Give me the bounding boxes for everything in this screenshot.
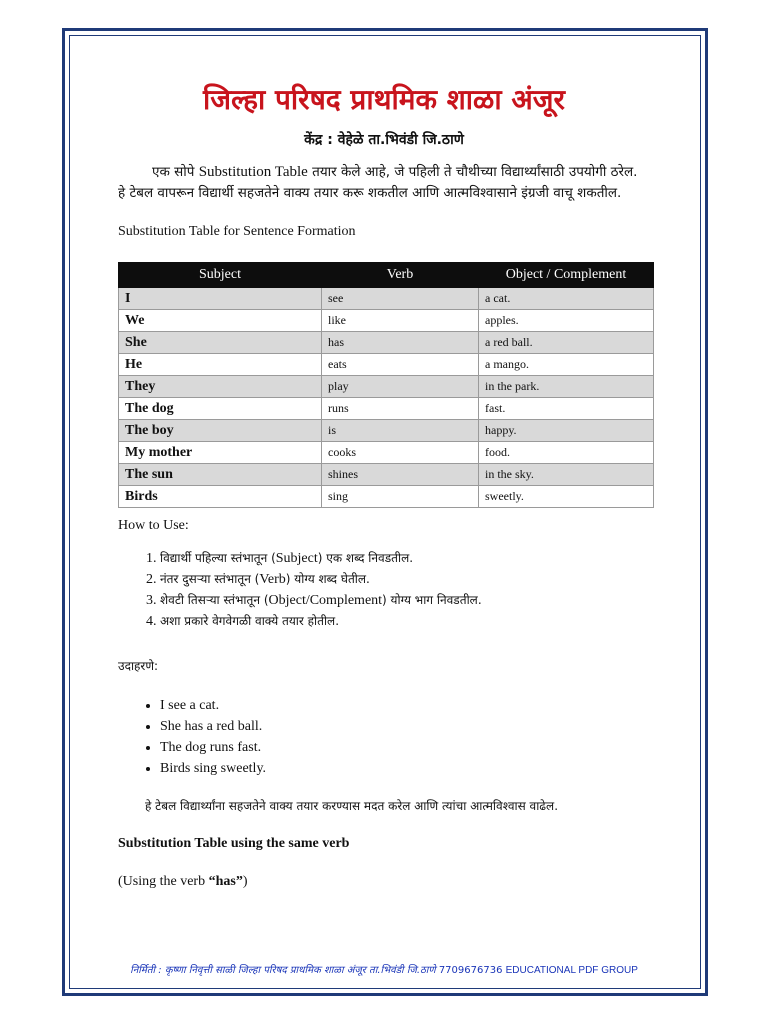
step-text: ) योग्य भाग निवडतील. [382,593,482,607]
cell-subject: He [119,354,322,376]
how-to-use-heading: How to Use: [118,518,189,533]
table-row [119,464,654,486]
center-subtitle: केंद्र : वेहेळे ता.भिवंडी जि.ठाणे [304,132,464,148]
cell-verb: is [322,420,479,442]
example-sentence: • I see a cat. [160,695,266,716]
intro-text-en: Substitution Table [198,164,308,180]
cell-verb: shines [322,464,479,486]
step-item [160,548,482,569]
table-row [119,486,654,508]
cell-subject: She [119,332,322,354]
substitution-table [118,262,654,508]
step-text: अशा प्रकारे वेगवेगळी वाक्ये तयार होतील. [160,614,340,628]
cell-object: a red ball. [479,332,654,354]
intro-paragraph [118,162,648,204]
cell-subject: We [119,310,322,332]
cell-subject: They [119,376,322,398]
table-row [119,310,654,332]
intro-text-1: एक सोपे [152,164,199,180]
cell-verb: see [322,288,479,310]
step-item [160,590,482,611]
step-text: शेवटी तिसऱ्या स्तंभातून ( [160,593,269,607]
step-text: नंतर दुसऱ्या स्तंभातून ( [160,572,260,586]
example-sentence: • The dog runs fast. [160,737,266,758]
examples-heading: उदाहरणे: [118,659,159,673]
table-title: Substitution Table for Sentence Formation [118,224,356,239]
cell-subject: The dog [119,398,322,420]
cell-object: happy. [479,420,654,442]
table-row [119,354,654,376]
header-object: Object / Complement [479,263,654,288]
cell-verb: runs [322,398,479,420]
example-list [118,695,266,779]
cell-subject: My mother [119,442,322,464]
header-verb: Verb [322,263,479,288]
cell-object: in the sky. [479,464,654,486]
school-title: जिल्हा परिषद प्राथमिक शाळा अंजूर [203,83,565,116]
cell-subject: The sun [119,464,322,486]
intro-text-2: तयार केले आहे, जे पहिली ते चौथीच्या विद्यार्थ्यांसाठी उपयोगी ठरेल. हे टेबल वापरून विद्यार्थी सहजतेने वाक्य तयार करू शकतील आणि आत्मविश्वासाने इंग्रजी वाचू शकतील. [118,164,638,201]
footer-author: निर्मिती : कृष्णा निवृत्ती साळी जिल्हा परिषद प्राथमिक शाळा अंजूर ता.भिवंडी जि.ठाणे [130,965,436,976]
table-row [119,332,654,354]
using-verb-word: “has” [208,874,243,889]
cell-subject: I [119,288,322,310]
cell-verb: play [322,376,479,398]
step-text: ) एक शब्द निवडतील. [317,551,414,565]
cell-verb: eats [322,354,479,376]
cell-object: food. [479,442,654,464]
cell-object: a cat. [479,288,654,310]
cell-verb: like [322,310,479,332]
footer-credit [0,962,768,976]
example-sentence: • Birds sing sweetly. [160,758,266,779]
using-verb-suffix: ) [242,874,248,889]
cell-object: in the park. [479,376,654,398]
table-header-row [119,263,654,288]
step-item [160,569,482,590]
table-row [119,398,654,420]
footer-phone: 7709676736 [435,965,506,976]
using-verb-prefix: (Using the verb [118,874,209,889]
table-row [119,288,654,310]
table-row [119,420,654,442]
closing-paragraph: हे टेबल विद्यार्थ्यांना सहजतेने वाक्य तयार करण्यास मदत करेल आणि त्यांचा आत्मविश्वास वाढेल. [145,799,559,813]
cell-subject: Birds [119,486,322,508]
table-row [119,442,654,464]
cell-object: sweetly. [479,486,654,508]
cell-subject: The boy [119,420,322,442]
step-text: ) योग्य शब्द घेतील. [285,572,370,586]
cell-verb: cooks [322,442,479,464]
cell-object: fast. [479,398,654,420]
step-term: Subject [275,551,318,566]
step-item [160,611,482,632]
table-row [119,376,654,398]
cell-object: apples. [479,310,654,332]
footer-group: EDUCATIONAL PDF GROUP [505,965,638,976]
header-subject: Subject [119,263,322,288]
using-verb-note [118,874,248,890]
cell-object: a mango. [479,354,654,376]
example-sentence: • She has a red ball. [160,716,266,737]
step-term: Object/Complement [268,593,383,608]
cell-verb: sing [322,486,479,508]
how-to-use-steps [118,548,482,632]
same-verb-heading: Substitution Table using the same verb [118,836,350,851]
step-text: विद्यार्थी पहिल्या स्तंभातून ( [160,551,276,565]
cell-verb: has [322,332,479,354]
step-term: Verb [259,572,286,587]
